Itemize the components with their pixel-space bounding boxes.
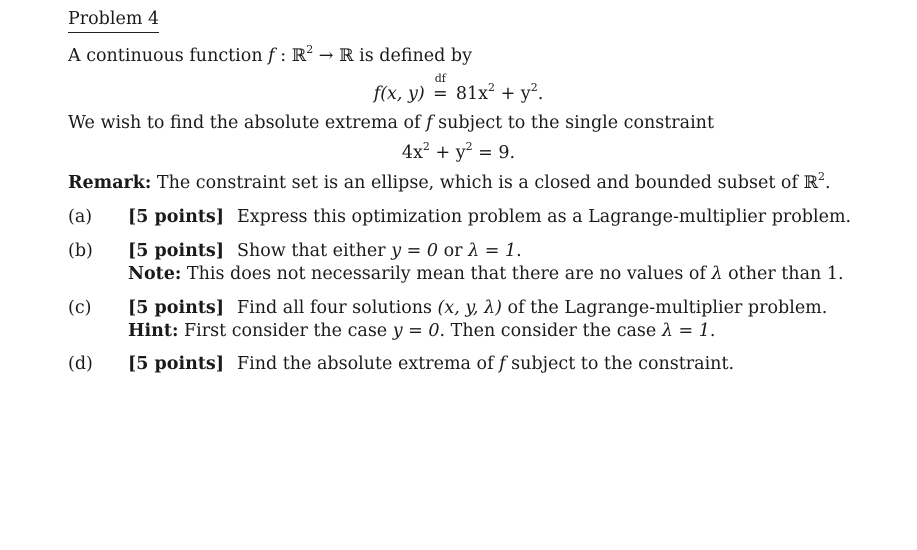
definition-lhs: f(x, y) (373, 84, 425, 104)
part-c-hint-label: Hint: (128, 321, 179, 341)
part-a-points: [5 points] (128, 207, 225, 227)
definition-equation (0, 72, 917, 105)
part-c-hint-end: . (709, 321, 716, 341)
intro-line (68, 45, 472, 67)
remark-bb-exp: 2 (818, 170, 826, 183)
intro-codomain: ℝ (339, 46, 354, 66)
part-d-label: (d) (68, 354, 93, 374)
part-a-text: Express this optimization problem as a Lagrange-multiplier problem. (237, 207, 852, 227)
intro-suffix: is defined by (353, 46, 472, 66)
intro-colon: : (274, 46, 292, 66)
part-b-note-lam: λ (711, 264, 723, 284)
part-b-label: (b) (68, 241, 93, 261)
part-d-func: f (499, 354, 506, 374)
intro-domain-exp: 2 (306, 43, 314, 56)
remark-label: Remark: (68, 173, 152, 193)
part-b-lam-eq: λ = 1 (468, 241, 517, 261)
part-a-label: (a) (68, 207, 93, 227)
remark-end: . (825, 173, 831, 193)
part-c-tuple: (x, y, λ) (437, 298, 502, 318)
part-c-text (237, 297, 827, 319)
constraint-intro-suffix: subject to the single constraint (432, 113, 714, 133)
part-b-note-line (128, 263, 844, 285)
part-d-text (237, 353, 734, 375)
part-d-text-suffix: subject to the constraint. (505, 354, 735, 374)
part-c-hint-y: y = 0 (392, 321, 440, 341)
remark-text: The constraint set is an ellipse, which is a closed and bounded subset of (151, 173, 804, 193)
part-d-text-prefix: Find the absolute extrema of (237, 354, 500, 374)
defined-as-symbol (430, 72, 450, 105)
remark-line (68, 172, 831, 194)
part-c-text-prefix: Find all four solutions (237, 298, 438, 318)
part-b-end: . (516, 241, 522, 261)
part-b-y-eq: y = 0 (391, 241, 439, 261)
part-b-text-prefix: Show that either (237, 241, 392, 261)
part-b-note-suffix: other than 1. (722, 264, 844, 284)
part-d-points: [5 points] (128, 354, 225, 374)
constraint-intro-prefix: We wish to find the absolute extrema of (68, 113, 427, 133)
part-b-note-prefix: This does not necessarily mean that there are no values of (181, 264, 712, 284)
part-c-label: (c) (68, 298, 92, 318)
definition-end: . (537, 84, 544, 104)
constraint-a-exp: 2 (422, 140, 430, 153)
intro-prefix: A continuous function (68, 46, 269, 66)
constraint-b: + y (429, 143, 466, 163)
part-b-or: or (438, 241, 469, 261)
definition-rhs-a: 81x (450, 84, 489, 104)
constraint-a: 4x (401, 143, 423, 163)
constraint-intro-func: f (426, 113, 433, 133)
constraint-intro-line (68, 112, 714, 134)
problem-title: Problem 4 (68, 8, 159, 33)
part-b-points: [5 points] (128, 241, 225, 261)
part-c-hint-line (128, 320, 715, 342)
definition-rhs-b: + y (495, 84, 531, 104)
part-c-hint-prefix: First consider the case (178, 321, 393, 341)
intro-domain: ℝ (291, 46, 307, 66)
remark-bb: ℝ (803, 173, 819, 193)
constraint-rhs: = 9. (472, 143, 516, 163)
part-c-hint-lam: λ = 1 (661, 321, 710, 341)
part-b-note-label: Note: (128, 264, 182, 284)
intro-arrow: → (313, 46, 340, 66)
part-c-points: [5 points] (128, 298, 225, 318)
df-equals: = (432, 84, 448, 104)
part-c-hint-mid: . Then consider the case (439, 321, 662, 341)
part-b-text (237, 240, 522, 262)
intro-func: f (268, 46, 275, 66)
part-c-text-suffix: of the Lagrange-multiplier problem. (501, 298, 828, 318)
definition-rhs-b-exp: 2 (530, 81, 538, 94)
constraint-b-exp: 2 (465, 140, 473, 153)
constraint-equation (0, 142, 917, 164)
df-label: df (434, 72, 446, 85)
definition-rhs-a-exp: 2 (488, 81, 496, 94)
